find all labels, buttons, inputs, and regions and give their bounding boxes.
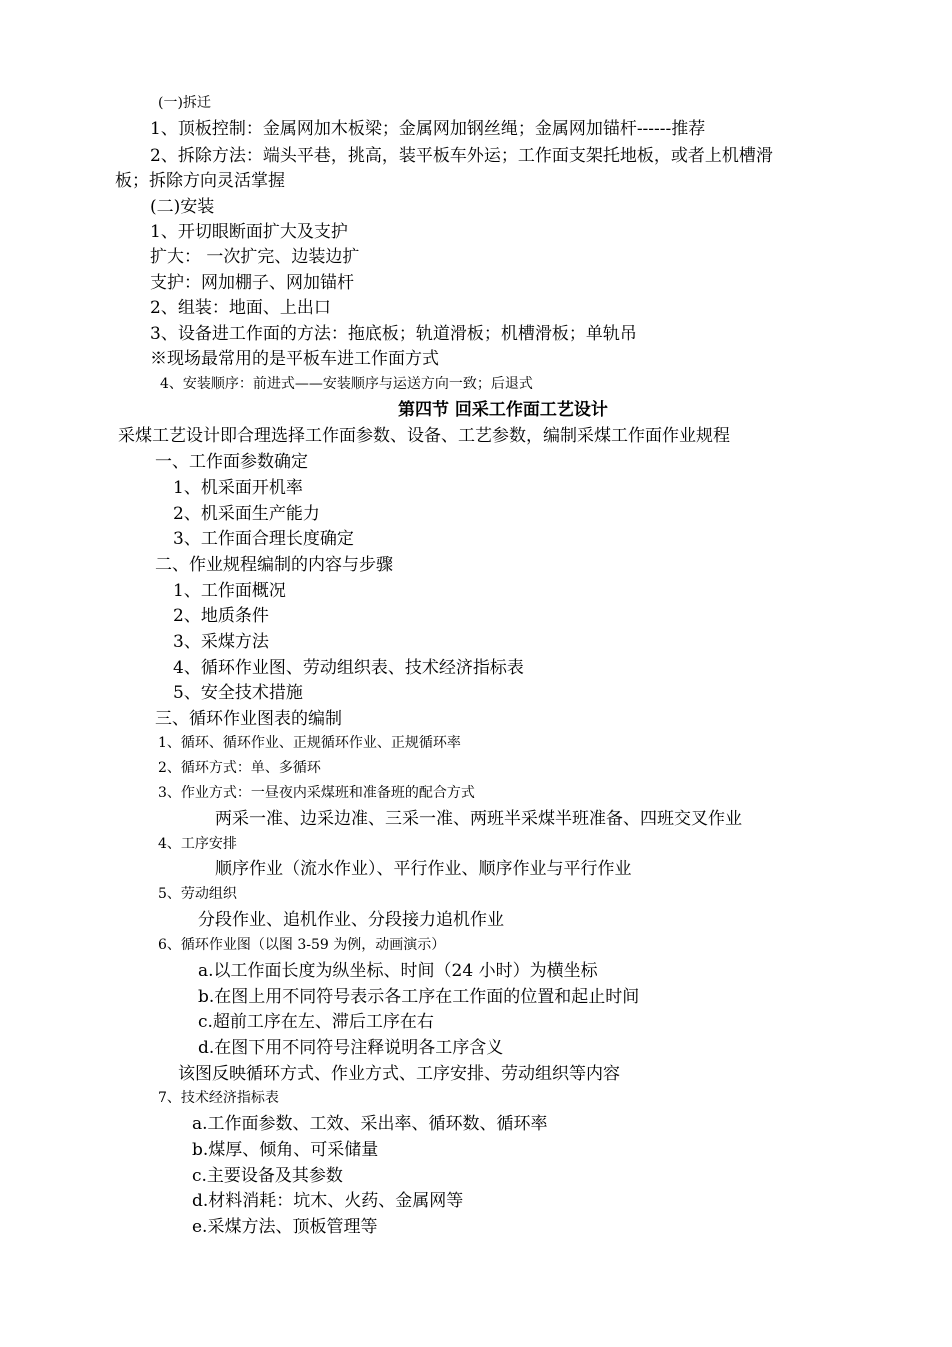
list-item: 2、机采面生产能力: [173, 504, 320, 524]
text-line: 该图反映循环方式、作业方式、工序安排、劳动组织等内容: [178, 1064, 620, 1084]
list-detail: a.以工作面长度为纵坐标、时间（24 小时）为横坐标: [198, 961, 598, 981]
list-detail: 两采一准、边采边准、三采一准、两班半采煤半班准备、四班交叉作业: [215, 809, 742, 829]
text-line: 1、开切眼断面扩大及支护: [150, 222, 348, 242]
text-line: 板；拆除方向灵活掌握: [115, 171, 285, 191]
list-item: 3、作业方式：一昼夜内采煤班和准备班的配合方式: [158, 785, 475, 801]
text-line: 支护：网加棚子、网加锚杆: [150, 273, 354, 293]
section-heading-install: (二)安装: [150, 197, 215, 217]
list-item: 2、地质条件: [173, 606, 269, 626]
list-detail: d.在图下用不同符号注释说明各工序含义: [198, 1038, 504, 1058]
list-item: 1、循环、循环作业、正规循环作业、正规循环率: [158, 735, 461, 751]
section-heading-dismantle: (一)拆迁: [158, 95, 211, 111]
list-detail: 顺序作业（流水作业）、平行作业、顺序作业与平行作业: [215, 859, 632, 879]
list-detail: c.主要设备及其参数: [192, 1166, 343, 1186]
text-line: 2、组装：地面、上出口: [150, 298, 331, 318]
list-item: 5、安全技术措施: [173, 683, 303, 703]
section-title: 第四节 回采工作面工艺设计: [398, 400, 608, 420]
list-item: 1、工作面概况: [173, 581, 286, 601]
list-item: 1、机采面开机率: [173, 478, 303, 498]
list-detail: d.材料消耗：坑木、火药、金属网等: [192, 1191, 464, 1211]
subsection-heading: 二、作业规程编制的内容与步骤: [155, 555, 393, 575]
text-line: 3、设备进工作面的方法：拖底板；轨道滑板；机槽滑板；单轨吊: [150, 324, 637, 344]
list-item: 7、技术经济指标表: [158, 1090, 279, 1106]
list-item: 5、劳动组织: [158, 886, 237, 902]
text-line: 2、拆除方法：端头平巷，挑高，装平板车外运；工作面支架托地板，或者上机槽滑: [150, 146, 773, 166]
subsection-heading: 一、工作面参数确定: [155, 452, 308, 472]
list-item: 4、工序安排: [158, 836, 237, 852]
text-line: 扩大： 一次扩完、边装边扩: [150, 247, 360, 267]
list-detail: c.超前工序在左、滞后工序在右: [198, 1012, 434, 1032]
text-line: 4、安装顺序：前进式——安装顺序与运送方向一致；后退式: [160, 376, 533, 392]
text-line: 采煤工艺设计即合理选择工作面参数、设备、工艺参数，编制采煤工作面作业规程: [118, 426, 730, 446]
subsection-heading: 三、循环作业图表的编制: [155, 709, 342, 729]
list-detail: e.采煤方法、顶板管理等: [192, 1217, 378, 1237]
text-line: 1、顶板控制：金属网加木板梁；金属网加钢丝绳；金属网加锚杆------推荐: [150, 119, 706, 139]
list-item: 2、循环方式：单、多循环: [158, 760, 321, 776]
list-detail: a.工作面参数、工效、采出率、循环数、循环率: [192, 1114, 548, 1134]
list-item: 4、循环作业图、劳动组织表、技术经济指标表: [173, 658, 524, 678]
list-item: 3、工作面合理长度确定: [173, 529, 354, 549]
list-detail: 分段作业、追机作业、分段接力追机作业: [198, 910, 504, 930]
list-item: 6、循环作业图（以图 3-59 为例，动画演示）: [158, 937, 446, 953]
list-detail: b.煤厚、倾角、可采储量: [192, 1140, 379, 1160]
list-item: 3、采煤方法: [173, 632, 269, 652]
list-detail: b.在图上用不同符号表示各工序在工作面的位置和起止时间: [198, 987, 640, 1007]
text-line: ※现场最常用的是平板车进工作面方式: [150, 349, 439, 369]
